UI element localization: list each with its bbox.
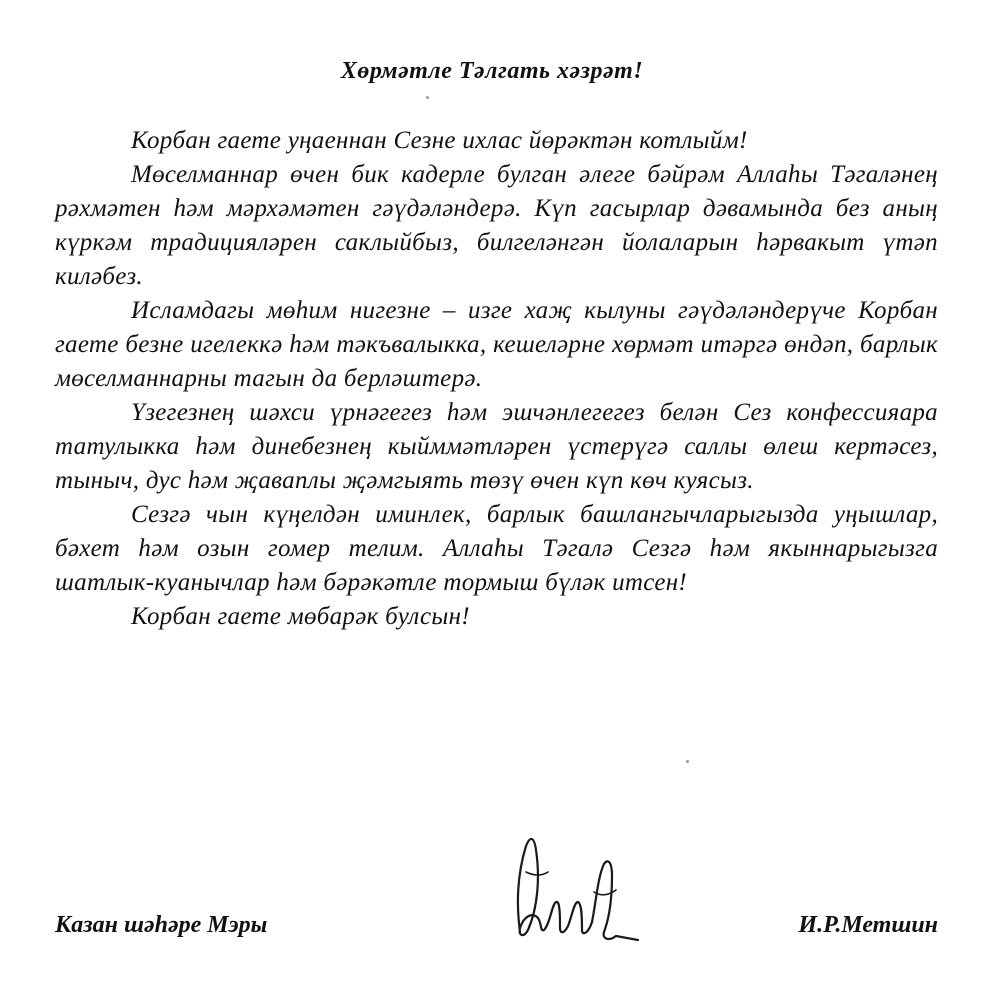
sender-title: Казан шәһәре Мэры [55,912,268,938]
paragraph-closing: Корбан гаете мөбарәк булсын! [131,603,470,630]
paragraph-wishes: Сезгә чын күңелдән иминлек, барлык башлангычларыгызда уңышлар, бәхет һәм озын гомер телим. Аллаһы Тәгалә Сезгә һәм якыннарыгызга шатлык-куанычлар һәм бәрәкәтле тормыш бүләк итсен! [55,501,938,596]
scan-speck [426,96,429,99]
letter-body [55,124,938,634]
scan-speck [686,760,689,763]
paragraph-greeting: Корбан гаете уңаеннан Сезне ихлас йөрәктән котлыйм! [131,127,748,154]
paragraph-contribution: Үзегезнең шәхси үрнәгегез һәм эшчәнлегегез белән Сез конфессияара татулыкка һәм динебезнең кыйммәтләрен үстерүгә саллы өлеш кертәсез, тыныч, дус һәм җаваплы җәмгыять төзү өчен күп көч куясыз. [55,399,938,494]
paragraph-islam: Исламдагы мөһим нигезне – изге хаҗ кылуны гәүдәләндерүче Корбан гаете безне игелеккә һәм тәкъвалыкка, кешеләрне хөрмәт итәргә өндәп, барлык мөселманнарны тагын да берләштерә. [55,297,938,392]
salutation: Хөрмәтле Тәлгать хәзрәт! [340,58,644,84]
paragraph-holiday: Мөселманнар өчен бик кадерле булган әлеге бәйрәм Аллаһы Тәгаләнең рәхмәтен һәм мәрхәмәтен гәүдәләндерә. Күп гасырлар дәвамында без аның күркәм традицияләрен саклыйбыз, билгеләнгән йолаларын һәрвакыт үтәп килəбез. [55,161,938,290]
sender-name: И.Р.Метшин [798,912,938,938]
signature-icon [498,832,648,952]
